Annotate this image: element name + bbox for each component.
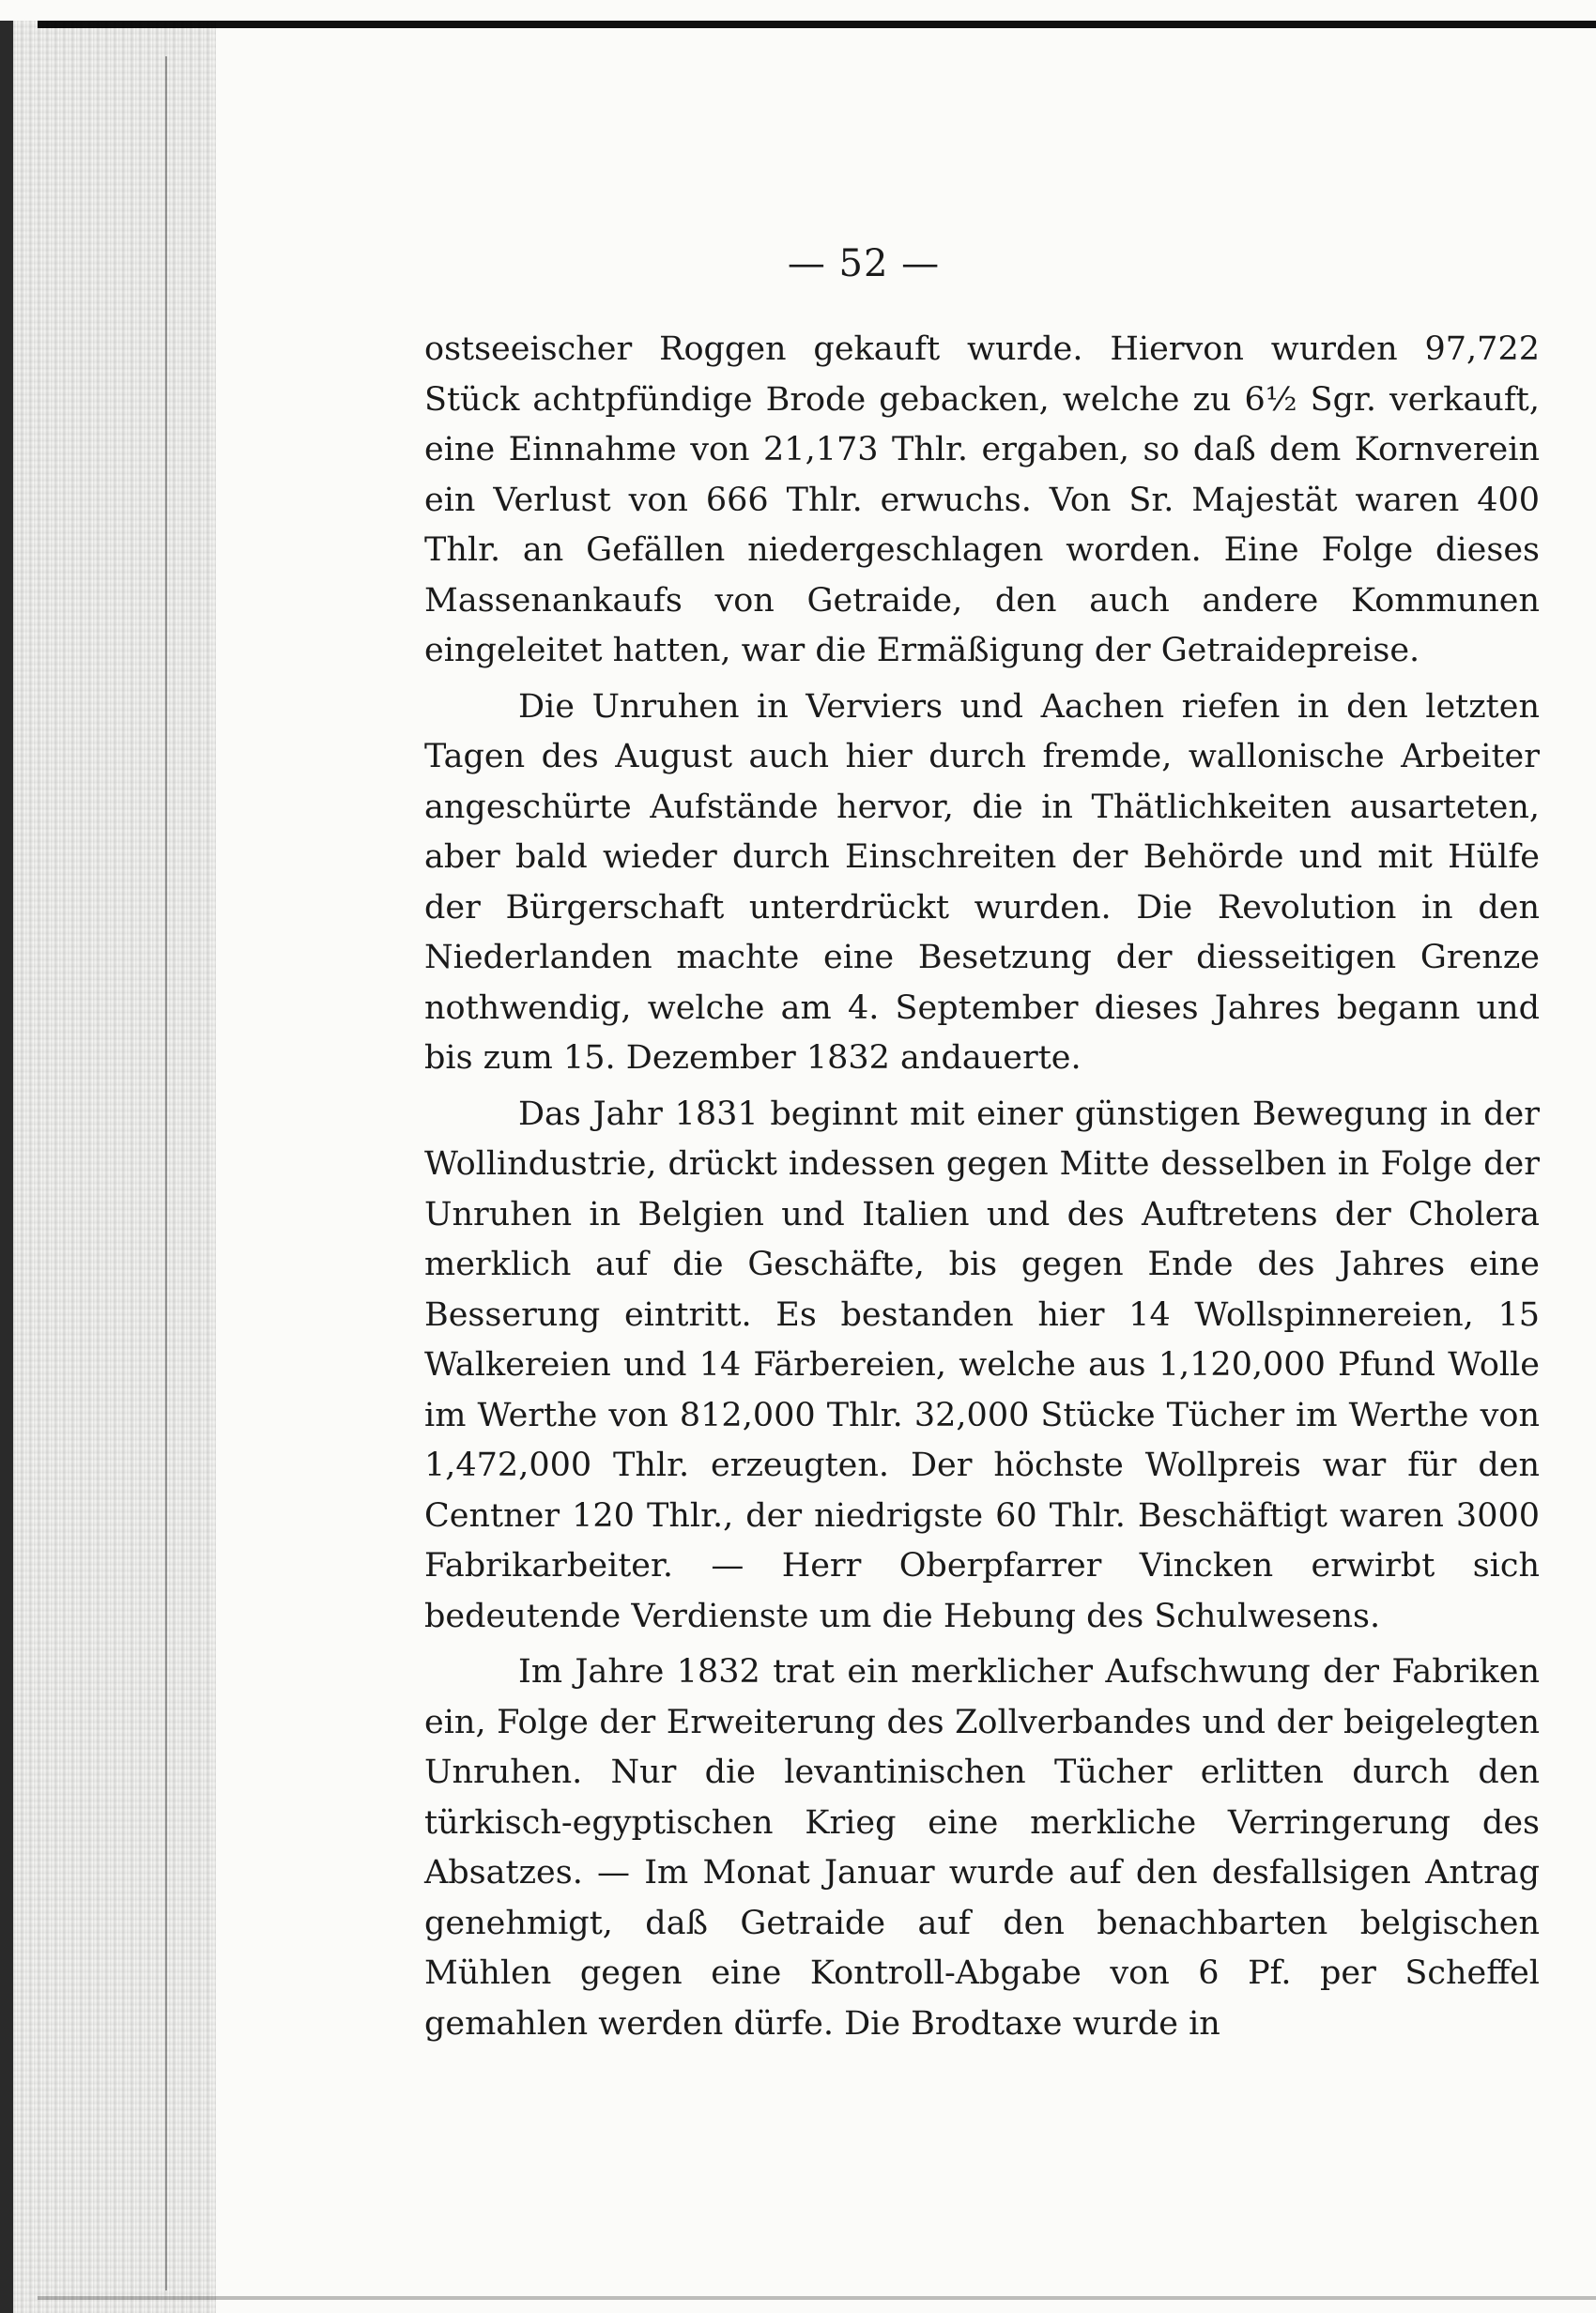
paragraph-3: Das Jahr 1831 beginnt mit einer günstigen Bewegung in der Wollindustrie, drückt indessen gegen Mitte desselben in Folge der Unruhen in Belgien und Italien und des Auftretens der Cholera merklich auf die Geschäfte, bis gegen Ende des Jahres eine Besserung eintritt. Es bestanden hier 14 Wollspinnereien, 15 Walkereien und 14 Färbereien, welche aus 1,120,000 Pfund Wolle im Werthe von 812,000 Thlr. 32,000 Stücke Tücher im Werthe von 1,472,000 Thlr. erzeugten. Der höchste Wollpreis war für den Centner 120 Thlr., der niedrigste 60 Thlr. Beschäftigt waren 3000 Fabrikarbeiter. — Herr Oberpfarrer Vincken erwirbt sich bedeutende Verdienste um die Hebung des Schulwesens. (424, 1095, 1540, 1635)
page-number: — 52 — (787, 242, 941, 285)
body-text (424, 325, 1540, 2049)
binding-gutter (0, 21, 216, 2313)
paragraph-2: Die Unruhen in Verviers und Aachen riefen in den letzten Tagen des August auch hier durch fremde, wallonische Arbeiter angeschürte Aufstände hervor, die in Thätlichkeiten ausarteten, aber bald wieder durch Einschreiten der Behörde und mit Hülfe der Bürgerschaft unterdrückt wurden. Die Revolution in den Niederlanden machte eine Besetzung der diesseitigen Grenze nothwendig, welche am 4. September dieses Jahres begann und bis zum 15. Dezember 1832 andauerte. (424, 687, 1540, 1077)
paragraph-4: Im Jahre 1832 trat ein merklicher Aufschwung der Fabriken ein, Folge der Erweiterung des Zollverbandes und der beigelegten Unruhen. Nur die levantinischen Tücher erlitten durch den türkisch-egyptischen Krieg eine merkliche Verringerung des Absatzes. — Im Monat Januar wurde auf den desfallsigen Antrag genehmigt, daß Getraide auf den benachbarten belgischen Mühlen gegen eine Kontroll-Abgabe von 6 Pf. per Scheffel gemahlen werden dürfe. Die Brodtaxe wurde in (424, 1653, 1540, 2043)
paragraph-1: ostseeischer Roggen gekauft wurde. Hiervon wurden 97,722 Stück achtpfündige Brode gebacken, welche zu 6½ Sgr. verkauft, eine Einnahme von 21,173 Thlr. ergaben, so daß dem Kornverein ein Verlust von 666 Thlr. erwuchs. Von Sr. Majestät waren 400 Thlr. an Gefällen niedergeschlagen worden. Eine Folge dieses Massenankaufs von Getraide, den auch andere Kommunen eingeleitet hatten, war die Ermäßigung der Getraidepreise. (424, 330, 1540, 669)
binding-edge (0, 21, 13, 2313)
scan-bottom-edge (38, 2296, 1596, 2300)
binding-fold-line (165, 56, 167, 2290)
scan-top-edge (38, 21, 1596, 28)
